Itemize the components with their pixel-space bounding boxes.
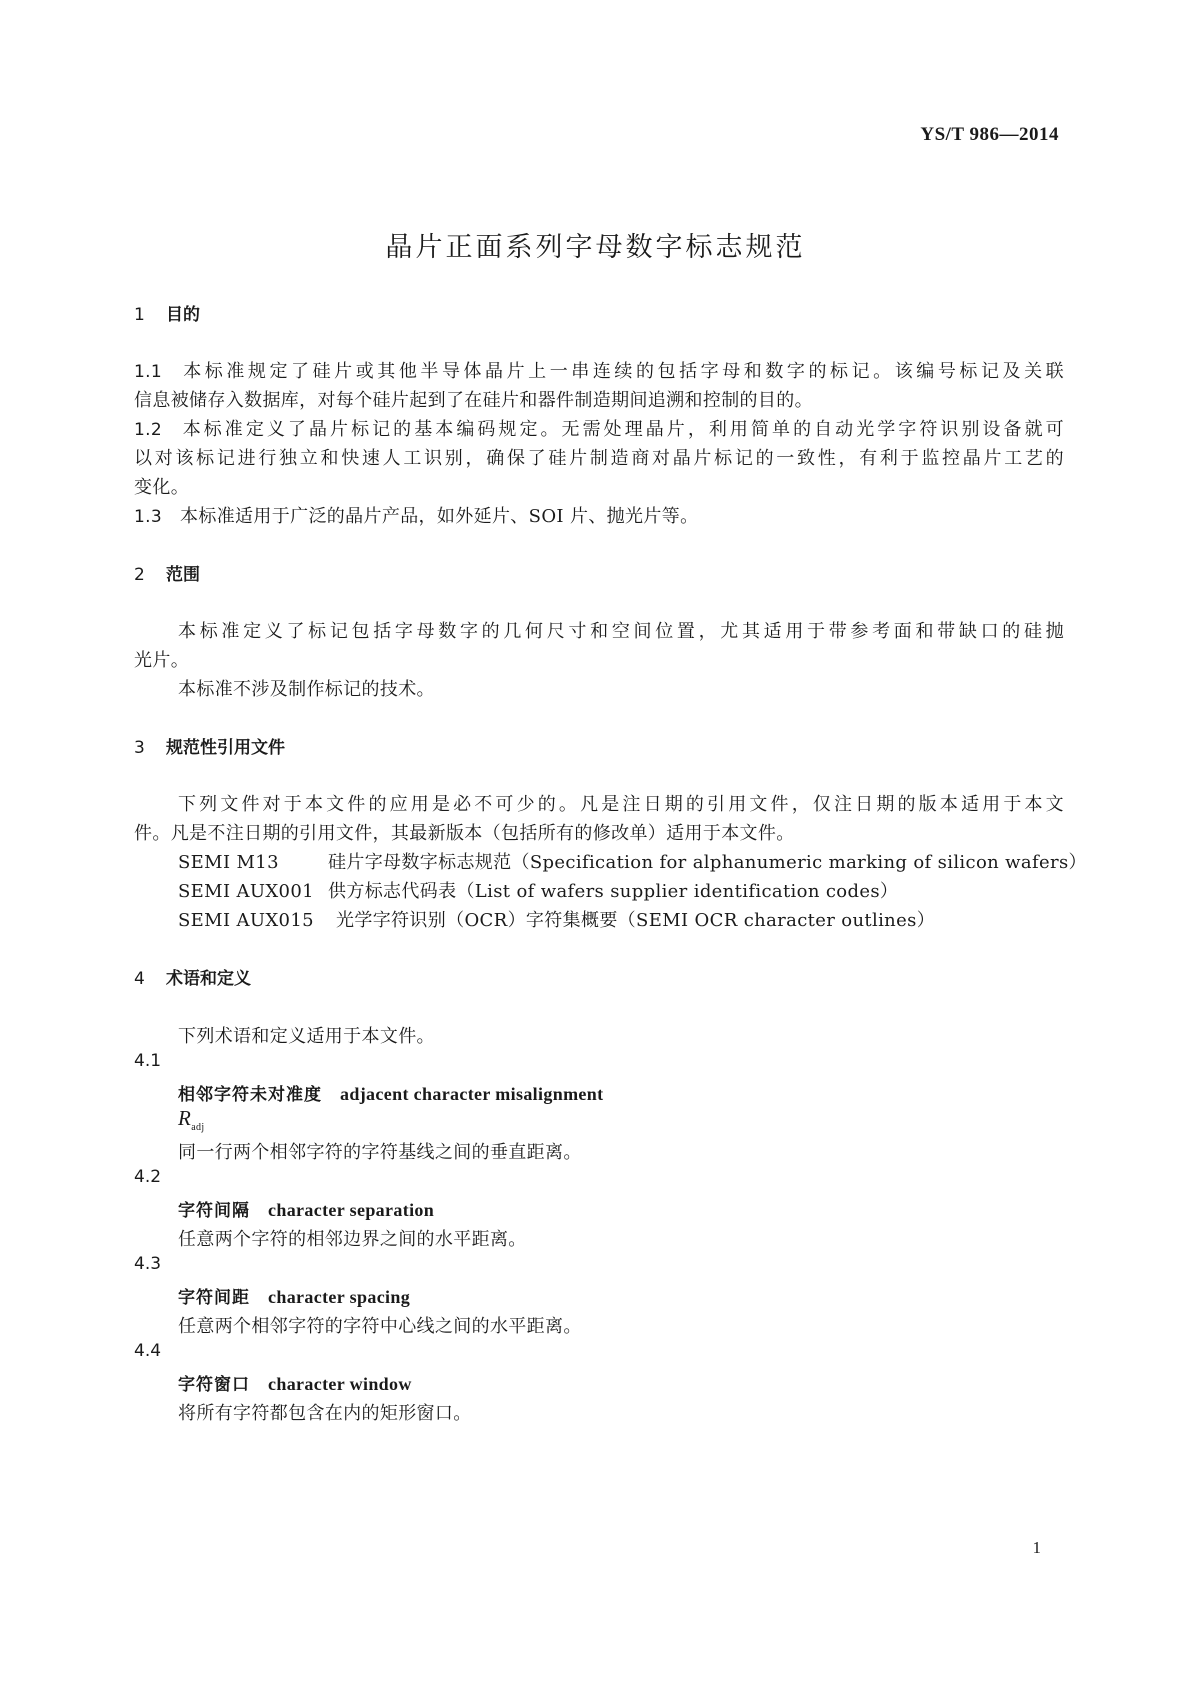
section-2-heading — [134, 560, 200, 585]
term-english: character window — [268, 1374, 412, 1394]
section-number: 1 — [134, 305, 145, 325]
term-chinese: 字符间隔 — [178, 1201, 250, 1221]
reference-code: SEMI AUX015 — [178, 910, 314, 931]
clause-number: 1.2 — [134, 420, 163, 440]
term-chinese: 相邻字符未对准度 — [178, 1085, 322, 1105]
references-intro-line-2: 件。凡是不注日期的引用文件，其最新版本（包括所有的修改单）适用于本文件。 — [134, 823, 795, 844]
term-symbol — [178, 1106, 1064, 1133]
clause-number: 1.3 — [134, 507, 163, 527]
clause-number: 1.1 — [134, 362, 163, 382]
term-definition: 任意两个相邻字符的字符中心线之间的水平距离。 — [178, 1316, 582, 1337]
clause-text: 本标准适用于广泛的晶片产品，如外延片、SOI 片、抛光片等。 — [180, 506, 699, 527]
section-title: 范围 — [166, 565, 200, 585]
document-title: 晶片正面系列字母数字标志规范 — [385, 232, 806, 263]
section-4-heading — [134, 964, 251, 989]
clause-text: 本标准规定了硅片或其他半导体晶片上一串连续的包括字母和数字的标记。该编号标记及关联 — [180, 361, 1064, 382]
clause-1-1-line-2: 信息被储存入数据库，对每个硅片起到了在硅片和器件制造期间追溯和控制的目的。 — [134, 390, 813, 411]
clause-1-1-line-1 — [134, 357, 1064, 383]
term-english: adjacent character misalignment — [340, 1084, 604, 1104]
section-3-heading — [134, 733, 285, 758]
term-heading — [178, 1080, 1064, 1105]
reference-item — [178, 848, 1087, 874]
term-definition: 任意两个字符的相邻边界之间的水平距离。 — [178, 1229, 527, 1250]
term-chinese: 字符间距 — [178, 1288, 250, 1308]
section-title: 目的 — [166, 305, 200, 325]
section-1-heading — [134, 300, 200, 325]
clause-1-2-line-1 — [134, 415, 1064, 441]
reference-item — [178, 906, 1064, 932]
section-title: 规范性引用文件 — [166, 738, 285, 758]
term-english: character separation — [268, 1200, 435, 1220]
reference-code: SEMI AUX001 — [178, 881, 314, 902]
scope-paragraph-1-line-2: 光片。 — [134, 650, 190, 671]
references-intro-line-1: 下列文件对于本文件的应用是必不可少的。凡是注日期的引用文件，仅注日期的版本适用于本文 — [178, 794, 1064, 815]
clause-1-2-line-3: 变化。 — [134, 477, 190, 498]
term-chinese: 字符窗口 — [178, 1375, 250, 1395]
term-number: 4.4 — [134, 1341, 162, 1361]
reference-title: 供方标志代码表（List of wafers supplier identification codes） — [328, 881, 899, 902]
reference-item — [178, 877, 1064, 903]
term-number: 4.1 — [134, 1051, 162, 1071]
term-number: 4.2 — [134, 1167, 162, 1187]
standard-number: YS/T 986—2014 — [920, 124, 1059, 145]
section-number: 4 — [134, 969, 145, 989]
reference-code: SEMI M13 — [178, 852, 279, 873]
clause-1-2-line-2: 以对该标记进行独立和快速人工识别，确保了硅片制造商对晶片标记的一致性，有利于监控晶片工艺的 — [134, 448, 1064, 469]
term-heading — [178, 1196, 1064, 1221]
reference-title: 光学字符识别（OCR）字符集概要（SEMI OCR character outlines） — [336, 910, 936, 931]
clause-text: 本标准定义了晶片标记的基本编码规定。无需处理晶片，利用简单的自动光学字符识别设备就可 — [180, 419, 1064, 440]
term-definition: 同一行两个相邻字符的字符基线之间的垂直距离。 — [178, 1142, 582, 1163]
symbol-letter: R — [178, 1106, 192, 1130]
term-number: 4.3 — [134, 1254, 162, 1274]
section-number: 2 — [134, 565, 145, 585]
term-definition: 将所有字符都包含在内的矩形窗口。 — [178, 1403, 472, 1424]
section-number: 3 — [134, 738, 145, 758]
scope-paragraph-2: 本标准不涉及制作标记的技术。 — [178, 679, 435, 700]
terms-intro: 下列术语和定义适用于本文件。 — [178, 1026, 435, 1047]
term-heading — [178, 1283, 1064, 1308]
section-title: 术语和定义 — [166, 969, 251, 989]
symbol-subscript: adj — [191, 1122, 205, 1134]
scope-paragraph-1-line-1: 本标准定义了标记包括字母数字的几何尺寸和空间位置，尤其适用于带参考面和带缺口的硅抛 — [178, 621, 1064, 642]
term-heading — [178, 1370, 1064, 1395]
reference-title: 硅片字母数字标志规范（Specification for alphanumeric marking of silicon wafers） — [328, 852, 1087, 873]
clause-1-3-line-1 — [134, 502, 1064, 528]
page-number: 1 — [1032, 1538, 1041, 1557]
term-english: character spacing — [268, 1287, 411, 1307]
